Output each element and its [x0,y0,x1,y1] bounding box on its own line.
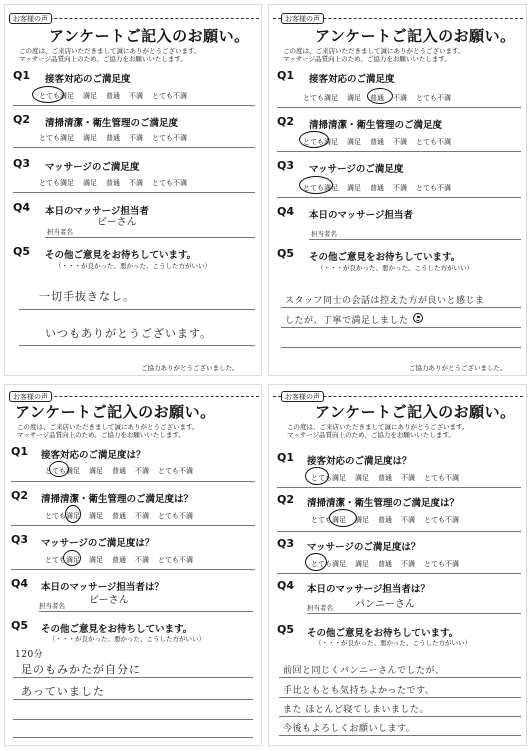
divider [277,573,521,574]
q1-option-1[interactable]: とても満足 [45,467,80,475]
writing-line [279,735,521,736]
q3-title: マッサージのご満足度 [45,162,140,173]
q3-option-3[interactable]: 普通 [370,184,384,192]
divider [13,192,255,193]
q4-number: Q4 [277,579,295,592]
q1-option-2[interactable]: 満足 [89,467,103,475]
staff-name-line [307,613,521,614]
q1-title: 接客対応のご満足度は？ [307,456,412,467]
q5-hint: （・・・が良かった、悪かった、こうした方がいい） [55,262,211,270]
intro-line-1: この度は、ご来店いただきまして誠にありがとうございます。 [287,423,469,431]
q3-option-3[interactable]: 普通 [378,560,392,568]
staff-name-line [39,611,253,612]
writing-line [279,677,521,678]
q1-number: Q1 [13,69,31,82]
q3-option-2[interactable]: 満足 [89,556,103,564]
q1-option-5[interactable]: とても不満 [152,92,187,100]
badge: お客様の声 [281,13,324,24]
answer-circle [32,86,64,103]
writing-line [281,327,521,328]
q1-option-1[interactable]: とても満足 [39,92,74,100]
q3-option-5[interactable]: とても不満 [158,556,193,564]
q4-title: 本日のマッサージ担当者 [309,210,413,221]
q3-option-1[interactable]: とても満足 [303,184,338,192]
badge: お客様の声 [9,391,52,402]
q2-options [39,133,187,143]
q5-title: その他ご意見をお待ちしています。 [45,250,197,261]
q2-option-2[interactable]: 満足 [89,512,103,520]
writing-line [19,345,255,346]
divider [277,531,521,532]
q3-option-1[interactable]: とても満足 [39,179,74,187]
comment-line-1[interactable]: 前回と同じくパンニーさんでしたが、 [283,666,445,676]
intro-line-1: この度は、ご来店いただきまして誠にありがとうございます。 [19,47,201,55]
answer-circle [329,509,357,527]
intro-line-1: この度は、ご来店いただきまして誠にありがとうございます。 [283,47,465,55]
writing-line [13,719,253,720]
q1-option-4[interactable]: 不満 [135,467,149,475]
comment-line-1[interactable]: スタッフ同士の会話は控えた方が良いと感じま [285,296,485,306]
smiley-icon [413,313,423,323]
q4-number: Q4 [11,577,29,590]
comment-line-2[interactable]: 手比ともとも気持ちよかったです。 [283,686,435,696]
q2-title: 清掃清潔・衛生管理のご満足度 [45,118,179,129]
comment-line-2[interactable]: 足のもみかたが自分に [21,663,141,676]
q2-number: Q2 [11,489,29,502]
q1-option-2[interactable]: 満足 [83,92,97,100]
q5-title: その他ご意見をお待ちしています。 [309,252,461,263]
q5-number: Q5 [277,247,295,260]
staff-name-line [45,237,255,238]
q1-option-3[interactable]: 普通 [106,92,120,100]
divider [11,569,255,570]
divider [13,147,255,148]
q3-title: マッサージのご満足度 [309,164,404,175]
q1-option-5[interactable]: とても不満 [424,474,459,482]
q4-number: Q4 [277,205,295,218]
q3-option-4[interactable]: 不満 [401,560,415,568]
q2-option-4[interactable]: 不満 [401,516,415,524]
q2-number: Q2 [277,493,295,506]
q1-number: Q1 [277,451,295,464]
answer-circle [299,176,333,194]
q1-option-1[interactable]: とても満足 [311,474,346,482]
survey-sheet-3 [4,384,262,746]
writing-line [281,347,521,348]
q1-title: 接客対応のご満足度は？ [41,450,146,461]
comment-line-3[interactable]: また ほとんど寝てしまいました。 [283,705,429,715]
q2-option-3[interactable]: 普通 [112,512,126,520]
q5-hint: （・・・が良かった、悪かった、こうした方がいい） [315,639,471,647]
q2-option-5[interactable]: とても不満 [416,138,451,146]
answer-circle [299,131,329,148]
q5-hint: （・・・が良かった、悪かった、こうした方がいい） [49,635,205,643]
q3-options [311,559,459,569]
staff-label: 担当者名 [47,228,73,236]
q5-number: Q5 [13,245,31,258]
q2-option-4[interactable]: 不満 [135,512,149,520]
q1-option-4[interactable]: 不満 [129,92,143,100]
q1-option-3[interactable]: 普通 [112,467,126,475]
writing-line [19,309,255,310]
writing-line [279,716,521,717]
q2-title: 清掃清潔・衛生管理のご満足度は？ [307,498,460,509]
intro-line-2: マッサージ品質向上のため、ご協力をお願いいたします。 [287,431,455,439]
q3-option-5[interactable]: とても不満 [424,560,459,568]
q3-option-3[interactable]: 普通 [112,556,126,564]
answer-circle [367,88,393,104]
answer-circle [49,461,69,477]
q2-option-2[interactable]: 満足 [347,138,361,146]
q3-number: Q3 [277,537,295,550]
comment-line-2[interactable]: いつもありがとうございます。 [45,327,213,340]
q1-options [311,473,459,483]
q1-option-3[interactable]: 普通 [378,474,392,482]
q2-option-5[interactable]: とても不満 [424,516,459,524]
q1-option-5[interactable]: とても不満 [158,467,193,475]
staff-name-line [309,239,521,240]
q2-option-2[interactable]: 満足 [355,516,369,524]
answer-circle [63,550,81,566]
q3-option-1[interactable]: とても満足 [45,556,80,564]
q2-option-3[interactable]: 普通 [378,516,392,524]
q5-hint: （・・・が良かった、悪かった、こうした方がいい） [317,264,473,272]
q5-title: その他ご意見をお待ちしています。 [41,624,193,635]
survey-sheet-1 [4,4,262,376]
q1-option-2[interactable]: 満足 [347,94,361,102]
divider [11,525,255,526]
staff-name[interactable]: パンニーさん [355,599,415,610]
q2-option-2[interactable]: 満足 [83,134,97,142]
q2-option-1[interactable]: とても満足 [39,134,74,142]
q3-number: Q3 [11,533,29,546]
q2-option-4[interactable]: 不満 [129,134,143,142]
q1-option-2[interactable]: 満足 [355,474,369,482]
q2-option-1[interactable]: とても満足 [303,138,338,146]
q3-option-1[interactable]: とても満足 [311,560,346,568]
divider [277,197,521,198]
q3-option-4[interactable]: 不満 [129,179,143,187]
q3-options [39,178,187,188]
q1-option-4[interactable]: 不満 [401,474,415,482]
q3-option-5[interactable]: とても不満 [416,184,451,192]
badge: お客様の声 [281,391,324,402]
q5-number: Q5 [277,623,295,636]
q3-option-4[interactable]: 不満 [135,556,149,564]
survey-sheet-4 [268,384,527,746]
comment-line-4[interactable]: 今後もよろしくお願いします。 [283,724,416,734]
badge: お客様の声 [9,13,52,24]
writing-line [13,737,253,738]
divider [13,105,255,106]
staff-label: 担当者名 [311,230,337,238]
q2-title: 清掃清潔・衛生管理のご満足度は？ [41,494,194,505]
survey-title: アンケートご記入のお願い。 [49,27,250,45]
q3-option-4[interactable]: 不満 [393,184,407,192]
q4-number: Q4 [13,201,31,214]
q5-title: その他ご意見をお待ちしています。 [307,628,459,639]
survey-title: アンケートご記入のお願い。 [315,27,516,45]
q2-option-3[interactable]: 普通 [370,138,384,146]
q1-number: Q1 [277,69,295,82]
survey-title: アンケートご記入のお願い。 [15,403,216,421]
q3-option-5[interactable]: とても不満 [152,179,187,187]
intro-line-2: マッサージ品質向上のため、ご協力をお願いいたします。 [19,55,187,63]
q1-number: Q1 [11,445,29,458]
q1-title: 接客対応のご満足度 [45,74,131,85]
q3-option-3[interactable]: 普通 [106,179,120,187]
survey-sheet-2 [268,4,527,376]
q4-title: 本日のマッサージ担当者は？ [41,582,164,593]
q2-number: Q2 [13,113,31,126]
comment-line-1[interactable]: 一切手抜きなし。 [39,290,135,303]
q2-option-5[interactable]: とても不満 [152,134,187,142]
q1-option-3[interactable]: 普通 [370,94,384,102]
staff-name[interactable]: ビーさん [89,595,129,606]
q3-option-2[interactable]: 満足 [347,184,361,192]
survey-title: アンケートご記入のお願い。 [315,403,516,421]
q3-option-2[interactable]: 満足 [83,179,97,187]
q2-option-3[interactable]: 普通 [106,134,120,142]
q4-title: 本日のマッサージ担当者は？ [307,584,430,595]
thanks-text: ご協力ありがとうございました。 [141,364,239,372]
q2-title: 清掃清潔・衛生管理のご満足度 [309,120,443,131]
q2-option-1[interactable]: とても満足 [311,516,346,524]
q1-option-1[interactable]: とても満足 [303,94,338,102]
comment-line-3[interactable]: あっていました [21,685,105,698]
q2-option-1[interactable]: とても満足 [45,512,80,520]
divider [277,107,521,108]
staff-label: 担当者名 [39,602,65,610]
staff-label: 担当者名 [307,604,333,612]
intro-line-1: この度は、ご来店いただきまして誠にありがとうございます。 [17,423,199,431]
q2-option-5[interactable]: とても不満 [158,512,193,520]
q3-title: マッサージのご満足度は？ [307,542,421,553]
q1-title: 接客対応のご満足度 [309,74,395,85]
q1-option-5[interactable]: とても不満 [416,94,451,102]
q3-title: マッサージのご満足度は？ [41,538,155,549]
intro-line-2: マッサージ品質向上のため、ご協力をお願いいたします。 [283,55,451,63]
q2-option-4[interactable]: 不満 [393,138,407,146]
q2-number: Q2 [277,115,295,128]
answer-circle [65,505,81,523]
thanks-text: ご協力ありがとうございました。 [409,364,507,372]
writing-line [13,699,253,700]
divider [11,481,255,482]
q3-number: Q3 [277,159,295,172]
divider [277,487,521,488]
q5-number: Q5 [11,619,29,632]
writing-line [279,697,521,698]
q3-number: Q3 [13,157,31,170]
q1-option-4[interactable]: 不満 [393,94,407,102]
staff-name[interactable]: ビーさん [97,217,137,228]
divider [277,151,521,152]
comment-line-1[interactable]: 120分 [15,650,44,660]
answer-circle [305,553,327,571]
comment-line-2[interactable]: したが、丁寧で満足しました [285,316,409,326]
q4-title: 本日のマッサージ担当者 [45,206,149,217]
q3-option-2[interactable]: 満足 [355,560,369,568]
writing-line [13,677,253,678]
answer-circle [305,467,329,485]
writing-line [281,307,521,308]
intro-line-2: マッサージ品質向上のため、ご協力をお願いいたします。 [17,431,185,439]
